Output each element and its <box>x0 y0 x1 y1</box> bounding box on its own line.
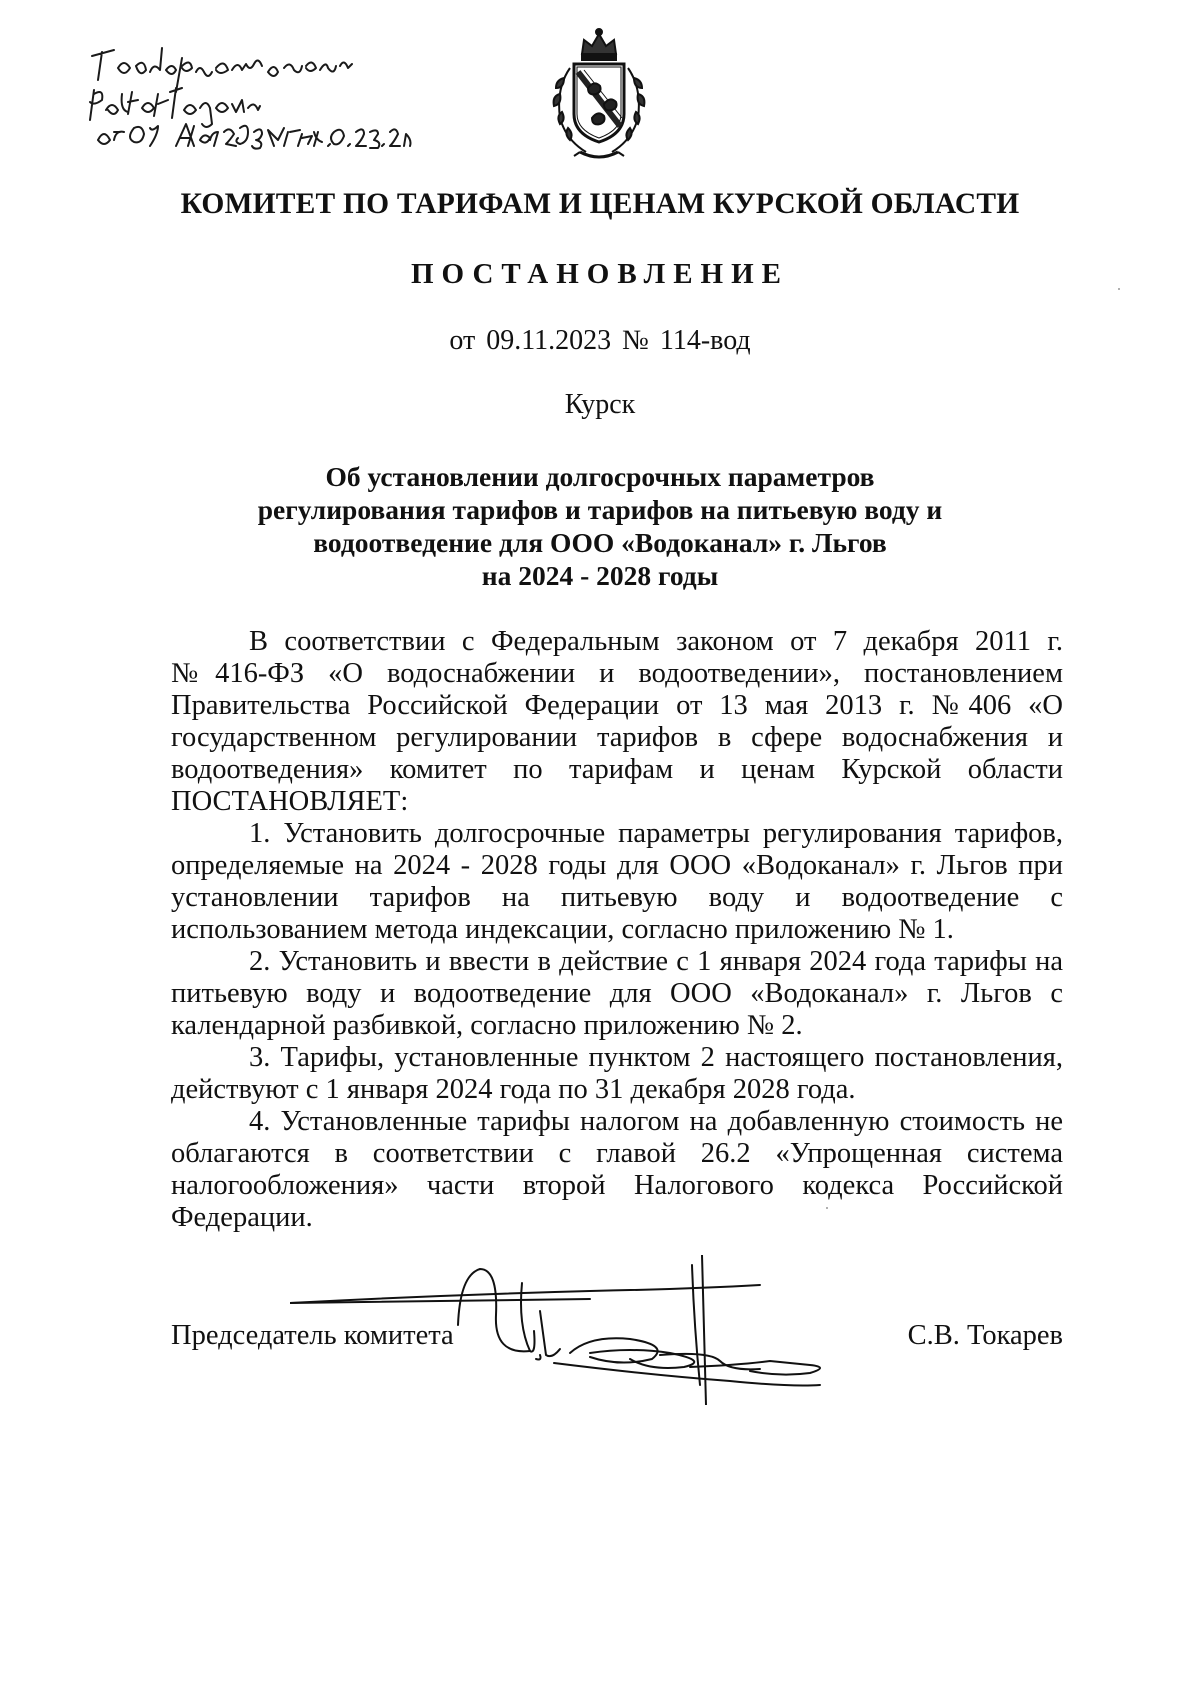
document-subject <box>200 460 1000 592</box>
subject-line: водоотведение для ООО «Водоканал» г. Льгов <box>313 527 887 558</box>
scan-speck <box>826 1207 828 1209</box>
signatory-name: С.В. Токарев <box>907 1320 1063 1351</box>
organization-title: КОМИТЕТ ПО ТАРИФАМ И ЦЕНАМ КУРСКОЙ ОБЛАСТИ <box>180 188 1020 220</box>
coat-of-arms-emblem <box>544 24 654 174</box>
signature-block <box>171 1320 1063 1360</box>
resolution-item: 2. Установить и ввести в действие с 1 января 2024 года тарифы на питьевую воду и водоотведение для ООО «Водоканал» г. Льгов с календарной разбивкой, согласно приложению № 2. <box>171 946 1063 1041</box>
subject-line: на 2024 - 2028 годы <box>481 560 719 591</box>
preamble-paragraph: В соответствии с Федеральным законом от 7 декабря 2011 г. №416-ФЗ «О водоснабжении и водоотведении», постановлением Правительства Российской Федерации от 13 мая 2013 г. №406 «О государственном регулировании тарифов в сфере водоснабжения и водоотведения» комитет по тарифам и ценам Курской области ПОСТАНОВЛЯЕТ: <box>171 626 1063 817</box>
resolution-item: 1. Установить долгосрочные параметры регулирования тарифов, определяемые на 2024 - 2028 годы для ООО «Водоканал» г. Льгов при установлении тарифов на питьевую воду и водоотведение с использованием метода индексации, согласно приложению № 1. <box>171 818 1063 945</box>
resolution-item: 3. Тарифы, установленные пунктом 2 настоящего постановления, действуют с 1 января 2024 года по 31 декабря 2028 года. <box>171 1042 1063 1105</box>
document-date-number: от 09.11.2023 № 114-вод <box>449 325 751 356</box>
scan-speck <box>1118 288 1120 290</box>
resolution-item: 4. Установленные тарифы налогом на добавленную стоимость не облагаются в соответствии с главой 26.2 «Упрощенная система налогообложения» части второй Налогового кодекса Российской Федерации. <box>171 1106 1063 1233</box>
subject-line: регулирования тарифов и тарифов на питьевую воду и <box>257 494 943 525</box>
document-city: Курск <box>564 389 636 420</box>
subject-line: Об установлении долгосрочных параметров <box>325 461 875 492</box>
document-body <box>171 626 1063 1234</box>
signatory-role: Председатель комитета <box>171 1320 454 1351</box>
document-type: ПОСТАНОВЛЕНИЕ <box>410 258 789 290</box>
handwritten-registration-note <box>84 28 484 158</box>
